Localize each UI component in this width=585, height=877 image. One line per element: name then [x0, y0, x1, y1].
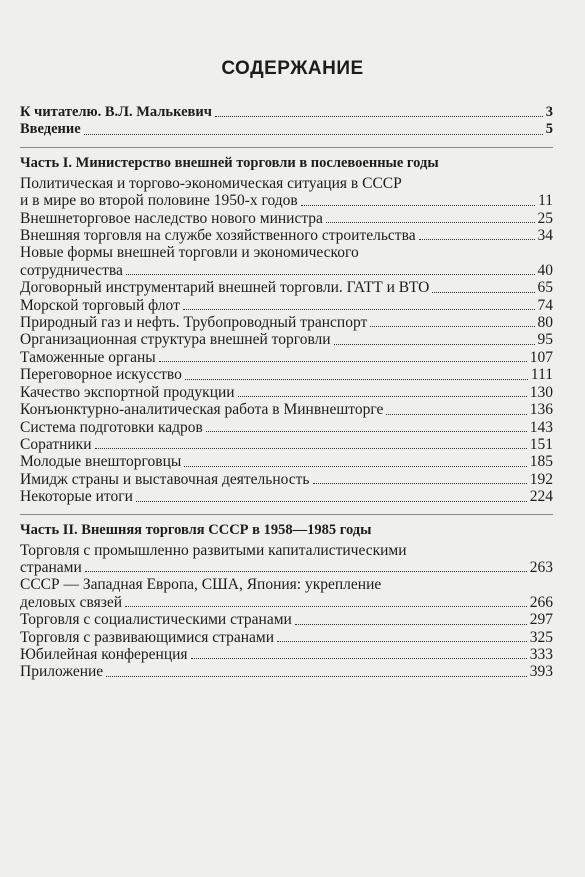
toc-entry	[20, 471, 553, 488]
toc-entry-page-number: 11	[538, 192, 553, 210]
dot-leader	[419, 239, 535, 240]
toc-entry-title: Система подготовки кадров	[20, 418, 203, 436]
toc-entry	[20, 629, 553, 646]
dot-leader	[85, 571, 527, 572]
toc-entry-page-number: 74	[537, 296, 553, 314]
dot-leader	[136, 501, 527, 502]
page-title: СОДЕРЖАНИЕ	[221, 58, 364, 79]
toc-entry	[20, 401, 553, 418]
dot-leader	[277, 641, 527, 642]
dot-leader	[370, 326, 534, 327]
toc-entry-title: Морской торговый флот	[20, 296, 180, 314]
toc-entry	[20, 419, 553, 436]
toc-entry-title-line: СССР — Западная Европа, США, Япония: укрепление	[20, 576, 382, 594]
toc-entry	[20, 210, 553, 227]
toc-entry-title: Введение	[20, 121, 81, 138]
toc-entry-page-number: 80	[537, 314, 553, 332]
toc-entry-page-number: 143	[529, 418, 553, 436]
toc-entry-page-number: 5	[545, 121, 553, 138]
toc-entry	[20, 104, 553, 121]
toc-entry-title-line: сотрудничества	[20, 261, 123, 279]
dot-leader	[185, 379, 528, 380]
dot-leader	[206, 431, 527, 432]
toc-entry-title-line: и в мире во второй половине 1950-х годов	[20, 192, 298, 210]
toc-entry	[20, 611, 553, 628]
toc-entry	[20, 436, 553, 453]
dot-leader	[95, 448, 527, 449]
toc-entry	[20, 331, 553, 348]
dot-leader	[386, 414, 526, 415]
dot-leader	[84, 134, 543, 135]
toc-entry-title: Внешняя торговля на службе хозяйственного строительства	[20, 227, 416, 245]
toc-entry	[20, 366, 553, 383]
toc-entry-page-number: 65	[537, 279, 553, 297]
dot-leader	[125, 606, 527, 607]
toc-entry	[20, 384, 553, 401]
toc-entry-page-number: 297	[529, 611, 553, 629]
toc-entry-page-number: 333	[529, 645, 553, 663]
dot-leader	[215, 116, 543, 117]
toc-entry-page-number: 3	[545, 104, 553, 120]
toc-entry-title: Таможенные органы	[20, 348, 156, 366]
toc-entry-title: Торговля с развивающимися странами	[20, 628, 275, 646]
toc-entry	[20, 297, 553, 314]
dot-leader	[301, 205, 535, 206]
dot-leader	[126, 274, 535, 275]
toc-entry-title: Соратники	[20, 435, 92, 453]
toc-entry-title-line: Торговля с промышленно развитыми капиталистическими	[20, 541, 407, 559]
dot-leader	[432, 292, 534, 293]
toc-entry-title: Торговля с социалистическими странами	[20, 611, 292, 629]
toc-entry-title: Юбилейная конференция	[20, 645, 188, 663]
toc-entry-page-number: 136	[529, 401, 553, 419]
toc-entry-page-number: 95	[537, 331, 553, 349]
toc-entry	[20, 542, 553, 577]
toc-entry-page-number: 224	[529, 488, 553, 506]
toc-entry-page-number: 107	[529, 348, 553, 366]
toc-entry-page-number: 266	[529, 593, 553, 611]
toc-entry-page-number: 325	[529, 628, 553, 646]
toc-entry-page-number: 185	[529, 453, 553, 471]
toc-entry-title: Некоторые итоги	[20, 488, 133, 506]
toc-entry	[20, 279, 553, 296]
toc-entry-page-number: 111	[530, 366, 553, 384]
toc-entry-title: Переговорное искусство	[20, 366, 182, 384]
toc-entry-title: Конъюнктурно-аналитическая работа в Минвнешторге	[20, 401, 384, 419]
part2-entries	[20, 542, 553, 681]
toc-entry-title: Природный газ и нефть. Трубопроводный транспорт	[20, 314, 368, 332]
toc-entry-page-number: 25	[537, 209, 553, 227]
toc-entry-page-number: 130	[529, 383, 553, 401]
toc-entry-title: Организационная структура внешней торговли	[20, 331, 331, 349]
toc-entry-title-line: Политическая и торгово-экономическая ситуация в СССР	[20, 174, 402, 192]
toc-entry-page-number: 40	[537, 261, 553, 279]
table-of-contents	[20, 104, 553, 681]
toc-entry	[20, 175, 553, 210]
toc-entry	[20, 576, 553, 611]
dot-leader	[184, 466, 526, 467]
part1-heading: Часть I. Министерство внешней торговли в послевоенные годы	[20, 147, 553, 172]
part2-heading: Часть II. Внешняя торговля СССР в 1958—1985 годы	[20, 514, 553, 539]
toc-entry-title: Имидж страны и выставочная деятельность	[20, 470, 310, 488]
intro-entries	[20, 104, 553, 139]
toc-entry-page-number: 192	[529, 470, 553, 488]
dot-leader	[313, 483, 527, 484]
dot-leader	[183, 309, 535, 310]
dot-leader	[295, 624, 527, 625]
dot-leader	[106, 676, 527, 677]
toc-entry	[20, 663, 553, 680]
toc-entry-title: Качество экспортной продукции	[20, 383, 235, 401]
toc-entry-page-number: 34	[537, 227, 553, 245]
toc-entry	[20, 244, 553, 279]
toc-entry-page-number: 263	[529, 558, 553, 576]
toc-entry-title: Внешнеторговое наследство нового министра	[20, 209, 323, 227]
toc-entry	[20, 453, 553, 470]
toc-entry-title-line: Новые формы внешней торговли и экономического	[20, 244, 359, 262]
toc-entry	[20, 227, 553, 244]
dot-leader	[326, 222, 535, 223]
toc-entry-title: Молодые внешторговцы	[20, 453, 182, 471]
dot-leader	[238, 396, 527, 397]
part1-entries	[20, 175, 553, 506]
toc-entry-title: К читателю. В.Л. Малькевич	[20, 104, 212, 120]
dot-leader	[334, 344, 535, 345]
toc-entry-title-line: странами	[20, 558, 82, 576]
toc-entry	[20, 646, 553, 663]
toc-entry-title: Договорный инструментарий внешней торговли. ГАТТ и ВТО	[20, 279, 430, 297]
dot-leader	[191, 658, 527, 659]
toc-entry-title: Приложение	[20, 663, 104, 681]
toc-entry	[20, 349, 553, 366]
toc-entry-title-line: деловых связей	[20, 593, 123, 611]
toc-entry	[20, 121, 553, 138]
toc-entry	[20, 488, 553, 505]
toc-entry-page-number: 393	[529, 663, 553, 681]
toc-entry-page-number: 151	[529, 435, 553, 453]
dot-leader	[159, 361, 527, 362]
toc-entry	[20, 314, 553, 331]
